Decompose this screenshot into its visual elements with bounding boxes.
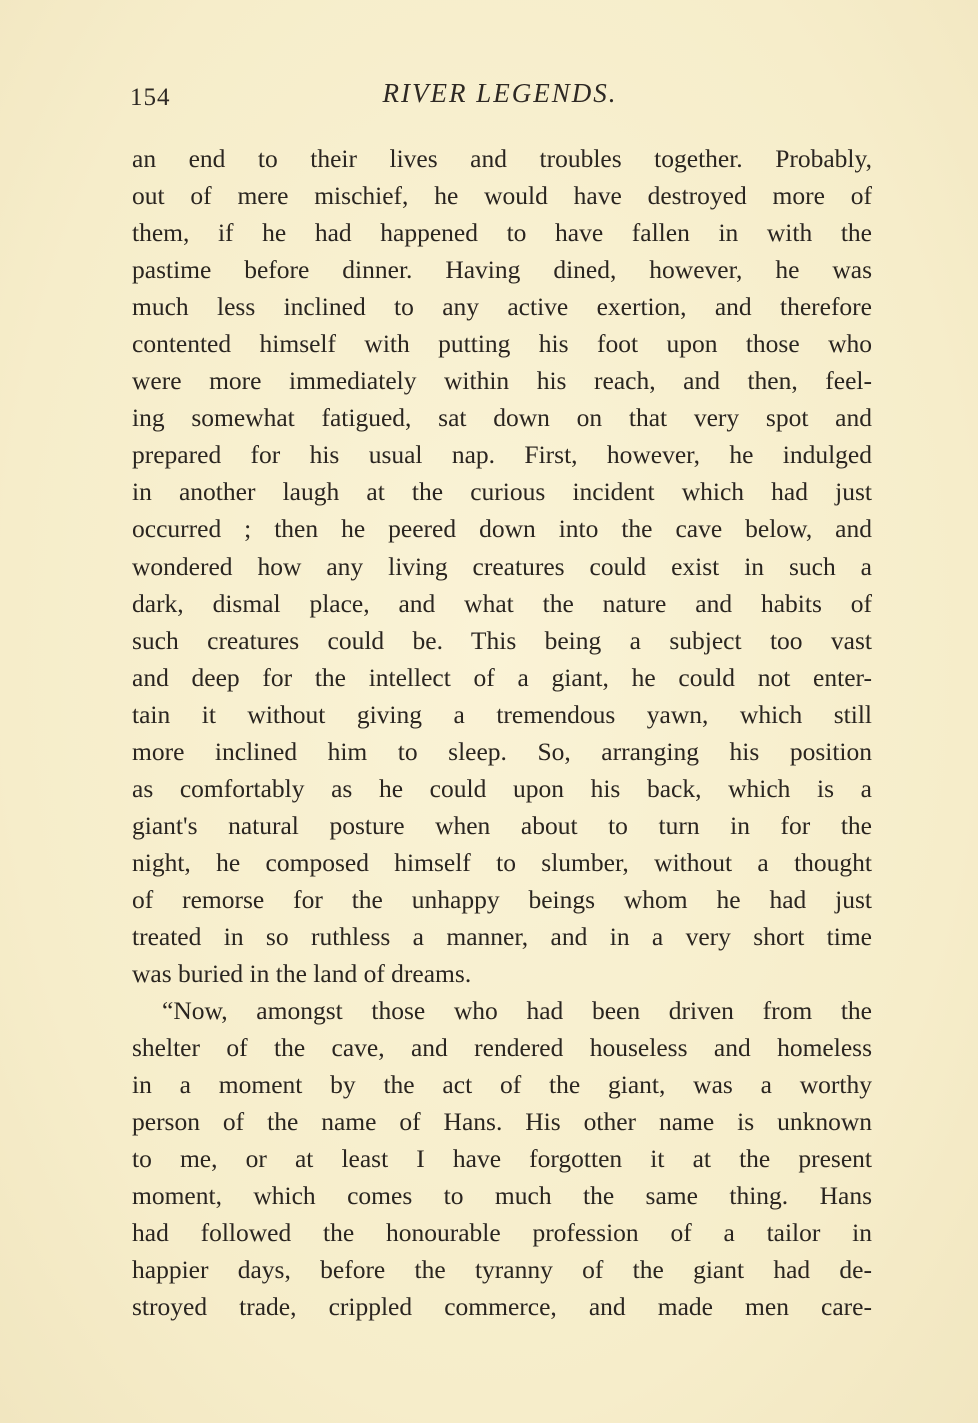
body-text — [132, 140, 872, 1326]
page-header — [130, 78, 870, 118]
text-line: to me, or at least I have forgotten it at the present — [132, 1144, 872, 1174]
text-line: stroyed trade, crippled commerce, and made men care- — [132, 1292, 872, 1322]
text-line: ing somewhat fatigued, sat down on that very spot and — [132, 403, 872, 433]
text-line: shelter of the cave, and rendered houseless and homeless — [132, 1033, 872, 1063]
text-line: “Now, amongst those who had been driven from the — [162, 996, 872, 1026]
text-line: out of mere mischief, he would have destroyed more of — [132, 181, 872, 211]
paragraph-2 — [132, 992, 872, 1325]
text-line: prepared for his usual nap. First, however, he indulged — [132, 440, 872, 470]
text-line: giant's natural posture when about to turn in for the — [132, 810, 872, 840]
text-line: were more immediately within his reach, and then, feel- — [132, 366, 872, 396]
text-line: of remorse for the unhappy beings whom he had just — [132, 884, 872, 914]
text-line: in a moment by the act of the giant, was a worthy — [132, 1070, 872, 1100]
text-line: happier days, before the tyranny of the giant had de- — [132, 1255, 872, 1285]
text-line: moment, which comes to much the same thing. Hans — [132, 1181, 872, 1211]
page-number: 154 — [130, 84, 171, 111]
text-line: wondered how any living creatures could exist in such a — [132, 551, 872, 581]
text-line: an end to their lives and troubles together. Probably, — [132, 144, 872, 173]
text-line: more inclined him to sleep. So, arranging his position — [132, 736, 872, 766]
text-line: contented himself with putting his foot upon those who — [132, 329, 872, 359]
text-line: in another laugh at the curious incident which had just — [132, 477, 872, 507]
text-line: person of the name of Hans. His other name is unknown — [132, 1107, 872, 1137]
text-line: much less inclined to any active exertion, and therefore — [132, 292, 872, 322]
text-line: had followed the honourable profession of a tailor in — [132, 1218, 872, 1248]
text-line: as comfortably as he could upon his back, which is a — [132, 773, 872, 803]
paragraph-1 — [132, 140, 872, 992]
text-line: dark, dismal place, and what the nature and habits of — [132, 588, 872, 618]
text-line: them, if he had happened to have fallen in with the — [132, 218, 872, 248]
text-line: night, he composed himself to slumber, without a thought — [132, 847, 872, 877]
running-title: RIVER LEGENDS. — [382, 78, 618, 108]
text-line: and deep for the intellect of a giant, he could not enter- — [132, 662, 872, 692]
text-line: tain it without giving a tremendous yawn, which still — [132, 699, 872, 729]
text-line: was buried in the land of dreams. — [132, 959, 472, 989]
text-line: occurred ; then he peered down into the cave below, and — [132, 514, 872, 544]
text-line: such creatures could be. This being a subject too vast — [132, 625, 872, 655]
text-line: treated in so ruthless a manner, and in a very short time — [132, 921, 872, 951]
text-line: pastime before dinner. Having dined, however, he was — [132, 255, 872, 285]
